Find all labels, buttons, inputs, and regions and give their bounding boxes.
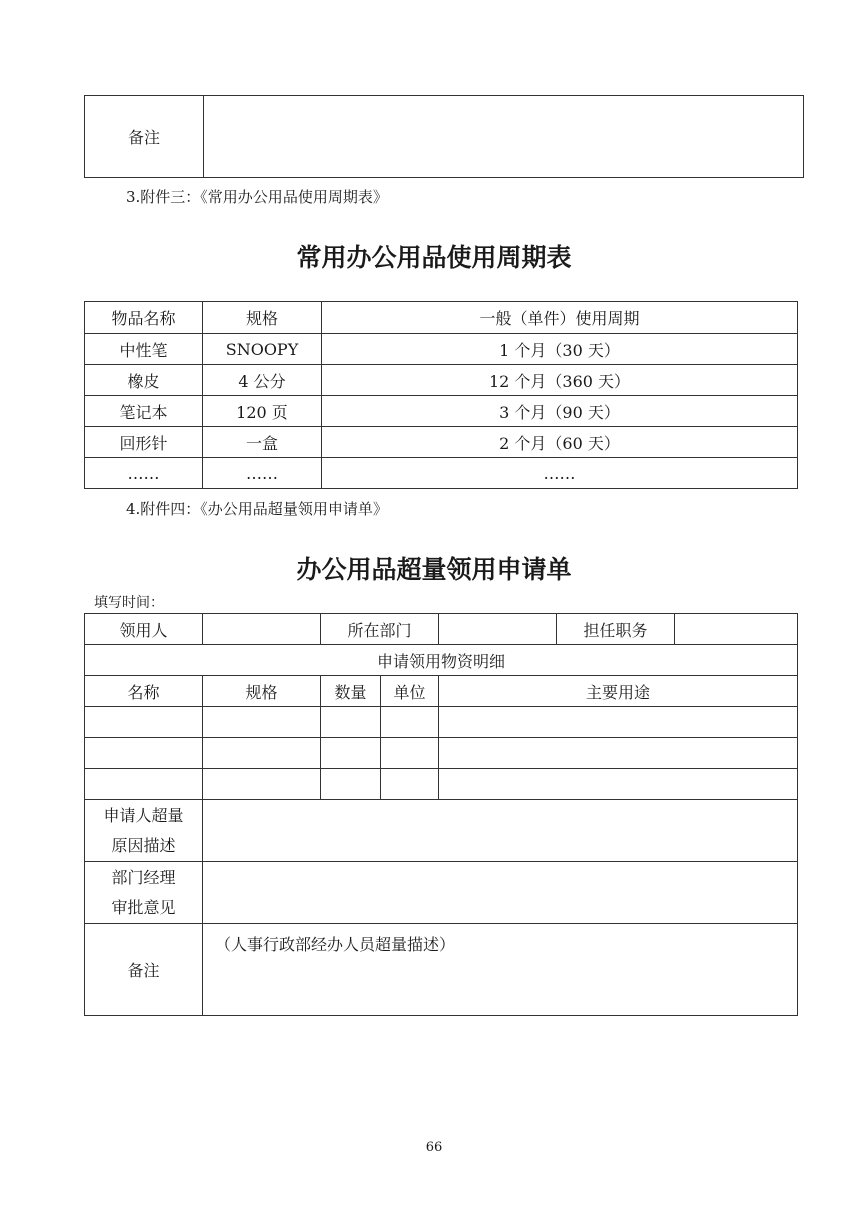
cycle-table: [84, 301, 798, 489]
detail-cell[interactable]: [85, 769, 203, 800]
applicant-field[interactable]: [203, 614, 321, 645]
table-row: [85, 334, 798, 365]
remark-content: [204, 96, 804, 178]
detail-entry-row: [85, 769, 798, 800]
detail-cell[interactable]: [439, 738, 798, 769]
detail-header-row: [85, 676, 798, 707]
position-field[interactable]: [675, 614, 798, 645]
remark-label: 备注: [85, 96, 204, 178]
cell: 笔记本: [85, 396, 203, 427]
detail-cell[interactable]: [439, 769, 798, 800]
manager-label: [85, 862, 203, 924]
reason-label-line1: 申请人超量: [103, 805, 184, 825]
note-field[interactable]: （人事行政部经办人员超量描述）: [203, 924, 798, 1016]
cycle-header-row: [85, 302, 798, 334]
cell: 1 个月（30 天）: [322, 334, 798, 365]
top-remark-table: [84, 95, 804, 178]
cell: 4 公分: [203, 365, 322, 396]
cycle-header-period: 一般（单件）使用周期: [322, 302, 798, 334]
reason-label: [85, 800, 203, 862]
manager-label-line1: 部门经理: [111, 867, 176, 887]
detail-cell[interactable]: [203, 738, 321, 769]
detail-entry-row: [85, 738, 798, 769]
cell: ……: [203, 458, 322, 489]
note-row: [85, 924, 798, 1016]
page-number: 66: [425, 1140, 443, 1155]
attachment3-caption: 3.附件三：《常用办公用品使用周期表》: [126, 188, 388, 206]
table-row: [85, 458, 798, 489]
attachment4-caption: 4.附件四：《办公用品超量领用申请单》: [126, 500, 388, 518]
reason-field[interactable]: [203, 800, 798, 862]
detail-cell[interactable]: [381, 738, 439, 769]
detail-header-purpose: 主要用途: [439, 676, 798, 707]
request-form-title: 办公用品超量领用申请单: [296, 555, 572, 584]
cell: SNOOPY: [203, 334, 322, 365]
fill-time-label: 填写时间：: [94, 595, 164, 611]
cell: ……: [85, 458, 203, 489]
cell: 3 个月（90 天）: [322, 396, 798, 427]
request-form-table: [84, 613, 798, 1016]
table-row: [85, 427, 798, 458]
cell: 一盒: [203, 427, 322, 458]
cycle-table-title: 常用办公用品使用周期表: [296, 243, 572, 272]
detail-cell[interactable]: [321, 769, 381, 800]
detail-header-unit: 单位: [381, 676, 439, 707]
table-row: [85, 365, 798, 396]
detail-cell[interactable]: [381, 769, 439, 800]
applicant-label: 领用人: [85, 614, 203, 645]
detail-title-row: [85, 645, 798, 676]
detail-entry-row: [85, 707, 798, 738]
detail-cell[interactable]: [203, 769, 321, 800]
detail-cell[interactable]: [85, 738, 203, 769]
reason-row: [85, 800, 798, 862]
cell: 中性笔: [85, 334, 203, 365]
dept-label: 所在部门: [321, 614, 439, 645]
reason-label-line2: 原因描述: [111, 835, 176, 855]
detail-cell[interactable]: [203, 707, 321, 738]
detail-header-name: 名称: [85, 676, 203, 707]
detail-cell[interactable]: [381, 707, 439, 738]
note-label: 备注: [85, 924, 203, 1016]
cell: 橡皮: [85, 365, 203, 396]
table-row: [85, 396, 798, 427]
manager-label-line2: 审批意见: [111, 897, 176, 917]
cell: 2 个月（60 天）: [322, 427, 798, 458]
applicant-row: [85, 614, 798, 645]
cell: ……: [322, 458, 798, 489]
manager-row: [85, 862, 798, 924]
detail-cell[interactable]: [321, 738, 381, 769]
detail-cell[interactable]: [85, 707, 203, 738]
detail-cell[interactable]: [321, 707, 381, 738]
cell: 12 个月（360 天）: [322, 365, 798, 396]
detail-title: 申请领用物资明细: [85, 645, 798, 676]
dept-field[interactable]: [439, 614, 557, 645]
cell: 回形针: [85, 427, 203, 458]
detail-cell[interactable]: [439, 707, 798, 738]
detail-header-spec: 规格: [203, 676, 321, 707]
cycle-header-name: 物品名称: [85, 302, 203, 334]
cycle-header-spec: 规格: [203, 302, 322, 334]
manager-field[interactable]: [203, 862, 798, 924]
detail-header-qty: 数量: [321, 676, 381, 707]
position-label: 担任职务: [557, 614, 675, 645]
cell: 120 页: [203, 396, 322, 427]
